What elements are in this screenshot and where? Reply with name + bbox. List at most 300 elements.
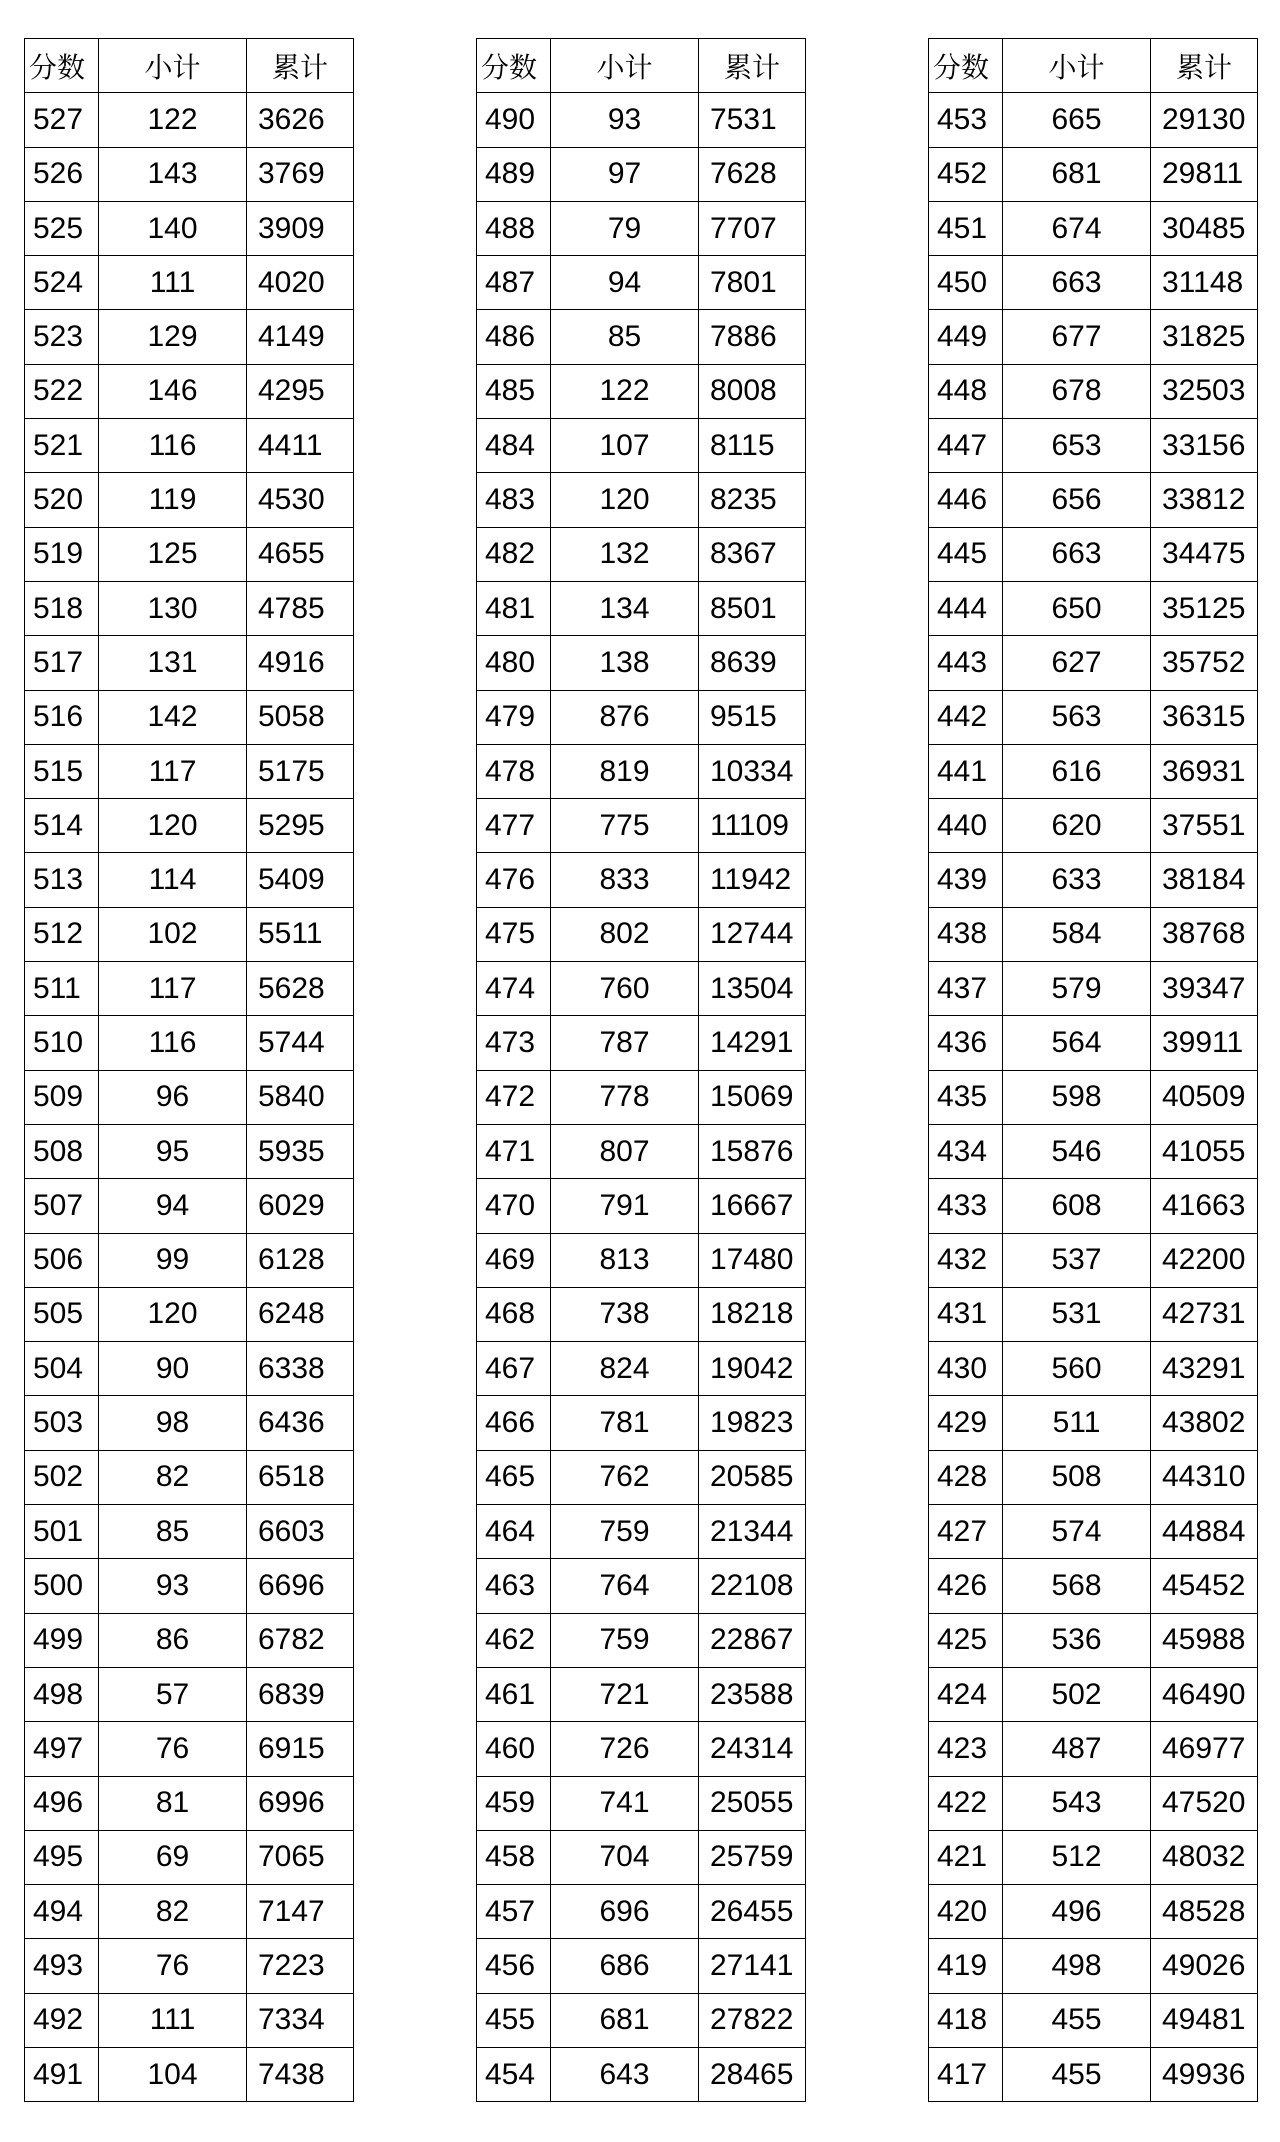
- table-row: [929, 1559, 1258, 1613]
- subtotal-cell: 134: [551, 581, 699, 635]
- subtotal-cell: 568: [1003, 1559, 1151, 1613]
- subtotal-cell: 95: [99, 1124, 247, 1178]
- score-cell: 496: [25, 1776, 99, 1830]
- subtotal-cell: 90: [99, 1342, 247, 1396]
- score-cell: 430: [929, 1342, 1003, 1396]
- cumulative-cell: 23588: [699, 1667, 806, 1721]
- cumulative-cell: 7801: [699, 256, 806, 310]
- subtotal-cell: 93: [551, 93, 699, 147]
- table-row: [477, 1396, 806, 1450]
- table-row: [25, 1450, 354, 1504]
- table-row: [25, 1776, 354, 1830]
- cumulative-cell: 22108: [699, 1559, 806, 1613]
- subtotal-cell: 760: [551, 962, 699, 1016]
- subtotal-cell: 117: [99, 962, 247, 1016]
- cumulative-cell: 7334: [247, 1993, 354, 2047]
- score-cell: 523: [25, 310, 99, 364]
- score-cell: 425: [929, 1613, 1003, 1667]
- table-row: [929, 1233, 1258, 1287]
- cumulative-cell: 24314: [699, 1722, 806, 1776]
- table-row: [25, 1939, 354, 1993]
- score-cell: 479: [477, 690, 551, 744]
- table-row: [25, 527, 354, 581]
- table-row: [25, 473, 354, 527]
- cumulative-cell: 6338: [247, 1342, 354, 1396]
- subtotal-cell: 94: [551, 256, 699, 310]
- score-cell: 444: [929, 581, 1003, 635]
- table-row: [929, 853, 1258, 907]
- subtotal-cell: 686: [551, 1939, 699, 1993]
- subtotal-cell: 496: [1003, 1885, 1151, 1939]
- score-cell: 463: [477, 1559, 551, 1613]
- table-row: [477, 1885, 806, 1939]
- table-row: [929, 1830, 1258, 1884]
- table-row: [929, 1667, 1258, 1721]
- cumulative-cell: 4916: [247, 636, 354, 690]
- cumulative-cell: 35125: [1151, 581, 1258, 635]
- score-cell: 450: [929, 256, 1003, 310]
- subtotal-cell: 96: [99, 1070, 247, 1124]
- cumulative-cell: 49936: [1151, 2047, 1258, 2101]
- score-cell: 503: [25, 1396, 99, 1450]
- cumulative-cell: 7531: [699, 93, 806, 147]
- subtotal-cell: 146: [99, 364, 247, 418]
- score-cell: 420: [929, 1885, 1003, 1939]
- cumulative-cell: 10334: [699, 744, 806, 798]
- table-row: [25, 690, 354, 744]
- subtotal-cell: 824: [551, 1342, 699, 1396]
- subtotal-cell: 663: [1003, 256, 1151, 310]
- cumulative-cell: 42731: [1151, 1287, 1258, 1341]
- score-cell: 442: [929, 690, 1003, 744]
- subtotal-cell: 94: [99, 1179, 247, 1233]
- table-row: [25, 1070, 354, 1124]
- score-cell: 466: [477, 1396, 551, 1450]
- score-cell: 472: [477, 1070, 551, 1124]
- table-header-row: [25, 39, 354, 93]
- table-row: [929, 1287, 1258, 1341]
- table-row: [477, 581, 806, 635]
- table-row: [477, 962, 806, 1016]
- score-cell: 419: [929, 1939, 1003, 1993]
- table-row: [477, 93, 806, 147]
- score-cell: 464: [477, 1505, 551, 1559]
- score-cell: 443: [929, 636, 1003, 690]
- subtotal-cell: 787: [551, 1016, 699, 1070]
- cumulative-cell: 16667: [699, 1179, 806, 1233]
- table-row: [929, 799, 1258, 853]
- table-row: [929, 2047, 1258, 2101]
- subtotal-cell: 653: [1003, 419, 1151, 473]
- subtotal-cell: 643: [551, 2047, 699, 2101]
- cumulative-cell: 6696: [247, 1559, 354, 1613]
- cumulative-cell: 39911: [1151, 1016, 1258, 1070]
- subtotal-cell: 833: [551, 853, 699, 907]
- cumulative-cell: 17480: [699, 1233, 806, 1287]
- score-cell: 460: [477, 1722, 551, 1776]
- cumulative-cell: 31825: [1151, 310, 1258, 364]
- score-cell: 486: [477, 310, 551, 364]
- score-cell: 516: [25, 690, 99, 744]
- subtotal-cell: 813: [551, 1233, 699, 1287]
- subtotal-cell: 120: [551, 473, 699, 527]
- cumulative-cell: 6603: [247, 1505, 354, 1559]
- table-row: [929, 744, 1258, 798]
- score-cell: 515: [25, 744, 99, 798]
- cumulative-cell: 6782: [247, 1613, 354, 1667]
- cumulative-cell: 37551: [1151, 799, 1258, 853]
- header-cumulative: 累计: [1151, 39, 1258, 93]
- subtotal-cell: 546: [1003, 1124, 1151, 1178]
- table-row: [929, 1505, 1258, 1559]
- subtotal-cell: 122: [551, 364, 699, 418]
- table-row: [477, 1070, 806, 1124]
- score-cell: 519: [25, 527, 99, 581]
- subtotal-cell: 696: [551, 1885, 699, 1939]
- score-cell: 445: [929, 527, 1003, 581]
- cumulative-cell: 3769: [247, 147, 354, 201]
- subtotal-cell: 119: [99, 473, 247, 527]
- table-row: [477, 1722, 806, 1776]
- score-cell: 495: [25, 1830, 99, 1884]
- cumulative-cell: 6029: [247, 1179, 354, 1233]
- cumulative-cell: 25759: [699, 1830, 806, 1884]
- table-row: [477, 1179, 806, 1233]
- score-cell: 499: [25, 1613, 99, 1667]
- table-row: [477, 799, 806, 853]
- score-cell: 522: [25, 364, 99, 418]
- cumulative-cell: 36931: [1151, 744, 1258, 798]
- score-cell: 474: [477, 962, 551, 1016]
- subtotal-cell: 508: [1003, 1450, 1151, 1504]
- cumulative-cell: 33812: [1151, 473, 1258, 527]
- score-cell: 485: [477, 364, 551, 418]
- subtotal-cell: 741: [551, 1776, 699, 1830]
- cumulative-cell: 48032: [1151, 1830, 1258, 1884]
- table-row: [25, 93, 354, 147]
- table-row: [25, 744, 354, 798]
- cumulative-cell: 5058: [247, 690, 354, 744]
- score-cell: 454: [477, 2047, 551, 2101]
- subtotal-cell: 487: [1003, 1722, 1151, 1776]
- table-row: [25, 1233, 354, 1287]
- score-cell: 487: [477, 256, 551, 310]
- table-row: [929, 419, 1258, 473]
- score-cell: 483: [477, 473, 551, 527]
- header-subtotal: 小计: [1003, 39, 1151, 93]
- score-cell: 524: [25, 256, 99, 310]
- score-cell: 481: [477, 581, 551, 635]
- subtotal-cell: 76: [99, 1939, 247, 1993]
- score-cell: 417: [929, 2047, 1003, 2101]
- table-row: [929, 310, 1258, 364]
- score-cell: 477: [477, 799, 551, 853]
- subtotal-cell: 140: [99, 201, 247, 255]
- subtotal-cell: 93: [99, 1559, 247, 1613]
- cumulative-cell: 7223: [247, 1939, 354, 1993]
- cumulative-cell: 8008: [699, 364, 806, 418]
- cumulative-cell: 35752: [1151, 636, 1258, 690]
- score-cell: 505: [25, 1287, 99, 1341]
- header-score: 分数: [25, 39, 99, 93]
- cumulative-cell: 29130: [1151, 93, 1258, 147]
- subtotal-cell: 97: [551, 147, 699, 201]
- table-row: [929, 1124, 1258, 1178]
- score-cell: 468: [477, 1287, 551, 1341]
- table-row: [929, 93, 1258, 147]
- subtotal-cell: 762: [551, 1450, 699, 1504]
- score-cell: 475: [477, 907, 551, 961]
- subtotal-cell: 69: [99, 1830, 247, 1884]
- score-cell: 498: [25, 1667, 99, 1721]
- table-row: [929, 1179, 1258, 1233]
- score-cell: 431: [929, 1287, 1003, 1341]
- score-cell: 435: [929, 1070, 1003, 1124]
- score-cell: 512: [25, 907, 99, 961]
- table-row: [25, 1016, 354, 1070]
- score-cell: 439: [929, 853, 1003, 907]
- subtotal-cell: 802: [551, 907, 699, 961]
- subtotal-cell: 116: [99, 419, 247, 473]
- header-subtotal: 小计: [551, 39, 699, 93]
- cumulative-cell: 13504: [699, 962, 806, 1016]
- table-row: [929, 636, 1258, 690]
- subtotal-cell: 57: [99, 1667, 247, 1721]
- score-table-2: [476, 38, 806, 2102]
- cumulative-cell: 6996: [247, 1776, 354, 1830]
- score-cell: 504: [25, 1342, 99, 1396]
- subtotal-cell: 537: [1003, 1233, 1151, 1287]
- table-header-row: [929, 39, 1258, 93]
- subtotal-cell: 633: [1003, 853, 1151, 907]
- cumulative-cell: 6436: [247, 1396, 354, 1450]
- score-cell: 476: [477, 853, 551, 907]
- header-cumulative: 累计: [247, 39, 354, 93]
- score-cell: 428: [929, 1450, 1003, 1504]
- cumulative-cell: 18218: [699, 1287, 806, 1341]
- subtotal-cell: 627: [1003, 636, 1151, 690]
- table-row: [929, 1396, 1258, 1450]
- subtotal-cell: 681: [1003, 147, 1151, 201]
- score-cell: 427: [929, 1505, 1003, 1559]
- table-row: [929, 907, 1258, 961]
- score-cell: 521: [25, 419, 99, 473]
- score-cell: 423: [929, 1722, 1003, 1776]
- score-cell: 473: [477, 1016, 551, 1070]
- score-cell: 482: [477, 527, 551, 581]
- score-cell: 429: [929, 1396, 1003, 1450]
- score-cell: 489: [477, 147, 551, 201]
- cumulative-cell: 6518: [247, 1450, 354, 1504]
- cumulative-cell: 11109: [699, 799, 806, 853]
- subtotal-cell: 99: [99, 1233, 247, 1287]
- cumulative-cell: 46977: [1151, 1722, 1258, 1776]
- score-cell: 500: [25, 1559, 99, 1613]
- table-row: [477, 1450, 806, 1504]
- score-cell: 453: [929, 93, 1003, 147]
- cumulative-cell: 33156: [1151, 419, 1258, 473]
- cumulative-cell: 31148: [1151, 256, 1258, 310]
- cumulative-cell: 40509: [1151, 1070, 1258, 1124]
- score-cell: 437: [929, 962, 1003, 1016]
- score-cell: 446: [929, 473, 1003, 527]
- subtotal-cell: 560: [1003, 1342, 1151, 1396]
- score-cell: 513: [25, 853, 99, 907]
- score-cell: 455: [477, 1993, 551, 2047]
- table-row: [929, 962, 1258, 1016]
- table-row: [477, 256, 806, 310]
- subtotal-cell: 543: [1003, 1776, 1151, 1830]
- table-row: [929, 1450, 1258, 1504]
- score-cell: 478: [477, 744, 551, 798]
- subtotal-cell: 764: [551, 1559, 699, 1613]
- cumulative-cell: 45988: [1151, 1613, 1258, 1667]
- score-cell: 459: [477, 1776, 551, 1830]
- cumulative-cell: 43802: [1151, 1396, 1258, 1450]
- table-row: [25, 256, 354, 310]
- cumulative-cell: 12744: [699, 907, 806, 961]
- table-row: [477, 1667, 806, 1721]
- score-cell: 438: [929, 907, 1003, 961]
- subtotal-cell: 598: [1003, 1070, 1151, 1124]
- subtotal-cell: 726: [551, 1722, 699, 1776]
- table-row: [929, 1993, 1258, 2047]
- table-row: [25, 201, 354, 255]
- subtotal-cell: 498: [1003, 1939, 1151, 1993]
- table-row: [25, 1342, 354, 1396]
- cumulative-cell: 25055: [699, 1776, 806, 1830]
- subtotal-cell: 656: [1003, 473, 1151, 527]
- subtotal-cell: 620: [1003, 799, 1151, 853]
- table-row: [477, 1342, 806, 1396]
- subtotal-cell: 775: [551, 799, 699, 853]
- score-cell: 502: [25, 1450, 99, 1504]
- cumulative-cell: 27822: [699, 1993, 806, 2047]
- table-row: [25, 147, 354, 201]
- score-cell: 418: [929, 1993, 1003, 2047]
- subtotal-cell: 564: [1003, 1016, 1151, 1070]
- table-row: [25, 1993, 354, 2047]
- table-row: [477, 310, 806, 364]
- table-row: [929, 473, 1258, 527]
- subtotal-cell: 563: [1003, 690, 1151, 744]
- subtotal-cell: 85: [551, 310, 699, 364]
- cumulative-cell: 47520: [1151, 1776, 1258, 1830]
- subtotal-cell: 102: [99, 907, 247, 961]
- subtotal-cell: 130: [99, 581, 247, 635]
- cumulative-cell: 5295: [247, 799, 354, 853]
- table-row: [929, 1016, 1258, 1070]
- cumulative-cell: 29811: [1151, 147, 1258, 201]
- subtotal-cell: 665: [1003, 93, 1151, 147]
- score-cell: 526: [25, 147, 99, 201]
- table-row: [477, 690, 806, 744]
- subtotal-cell: 120: [99, 799, 247, 853]
- subtotal-cell: 759: [551, 1613, 699, 1667]
- table-row: [477, 473, 806, 527]
- table-row: [929, 364, 1258, 418]
- table-row: [25, 1287, 354, 1341]
- score-cell: 491: [25, 2047, 99, 2101]
- subtotal-cell: 807: [551, 1124, 699, 1178]
- table-row: [477, 1505, 806, 1559]
- cumulative-cell: 5175: [247, 744, 354, 798]
- table-row: [929, 1939, 1258, 1993]
- table-row: [25, 1667, 354, 1721]
- cumulative-cell: 4785: [247, 581, 354, 635]
- cumulative-cell: 5628: [247, 962, 354, 1016]
- score-cell: 490: [477, 93, 551, 147]
- subtotal-cell: 778: [551, 1070, 699, 1124]
- cumulative-cell: 34475: [1151, 527, 1258, 581]
- score-cell: 484: [477, 419, 551, 473]
- table-row: [477, 1233, 806, 1287]
- cumulative-cell: 4411: [247, 419, 354, 473]
- score-cell: 514: [25, 799, 99, 853]
- score-cell: 432: [929, 1233, 1003, 1287]
- subtotal-cell: 85: [99, 1505, 247, 1559]
- subtotal-cell: 791: [551, 1179, 699, 1233]
- cumulative-cell: 4020: [247, 256, 354, 310]
- subtotal-cell: 511: [1003, 1396, 1151, 1450]
- subtotal-cell: 738: [551, 1287, 699, 1341]
- cumulative-cell: 32503: [1151, 364, 1258, 418]
- cumulative-cell: 8639: [699, 636, 806, 690]
- table-row: [477, 419, 806, 473]
- score-cell: 424: [929, 1667, 1003, 1721]
- score-cell: 509: [25, 1070, 99, 1124]
- table-row: [929, 1070, 1258, 1124]
- table-row: [477, 364, 806, 418]
- subtotal-cell: 138: [551, 636, 699, 690]
- table-row: [929, 147, 1258, 201]
- subtotal-cell: 125: [99, 527, 247, 581]
- table-row: [25, 364, 354, 418]
- cumulative-cell: 20585: [699, 1450, 806, 1504]
- score-cell: 492: [25, 1993, 99, 2047]
- subtotal-cell: 650: [1003, 581, 1151, 635]
- cumulative-cell: 14291: [699, 1016, 806, 1070]
- score-cell: 421: [929, 1830, 1003, 1884]
- cumulative-cell: 7886: [699, 310, 806, 364]
- score-cell: 470: [477, 1179, 551, 1233]
- score-cell: 520: [25, 473, 99, 527]
- subtotal-cell: 663: [1003, 527, 1151, 581]
- cumulative-cell: 45452: [1151, 1559, 1258, 1613]
- score-cell: 461: [477, 1667, 551, 1721]
- table-row: [477, 907, 806, 961]
- subtotal-cell: 704: [551, 1830, 699, 1884]
- cumulative-cell: 42200: [1151, 1233, 1258, 1287]
- table-row: [25, 310, 354, 364]
- subtotal-cell: 142: [99, 690, 247, 744]
- score-cell: 480: [477, 636, 551, 690]
- subtotal-cell: 579: [1003, 962, 1151, 1016]
- subtotal-cell: 819: [551, 744, 699, 798]
- table-row: [25, 799, 354, 853]
- cumulative-cell: 15069: [699, 1070, 806, 1124]
- subtotal-cell: 76: [99, 1722, 247, 1776]
- cumulative-cell: 7438: [247, 2047, 354, 2101]
- cumulative-cell: 49026: [1151, 1939, 1258, 1993]
- subtotal-cell: 574: [1003, 1505, 1151, 1559]
- subtotal-cell: 677: [1003, 310, 1151, 364]
- cumulative-cell: 22867: [699, 1613, 806, 1667]
- subtotal-cell: 82: [99, 1450, 247, 1504]
- score-cell: 440: [929, 799, 1003, 853]
- score-cell: 462: [477, 1613, 551, 1667]
- score-cell: 449: [929, 310, 1003, 364]
